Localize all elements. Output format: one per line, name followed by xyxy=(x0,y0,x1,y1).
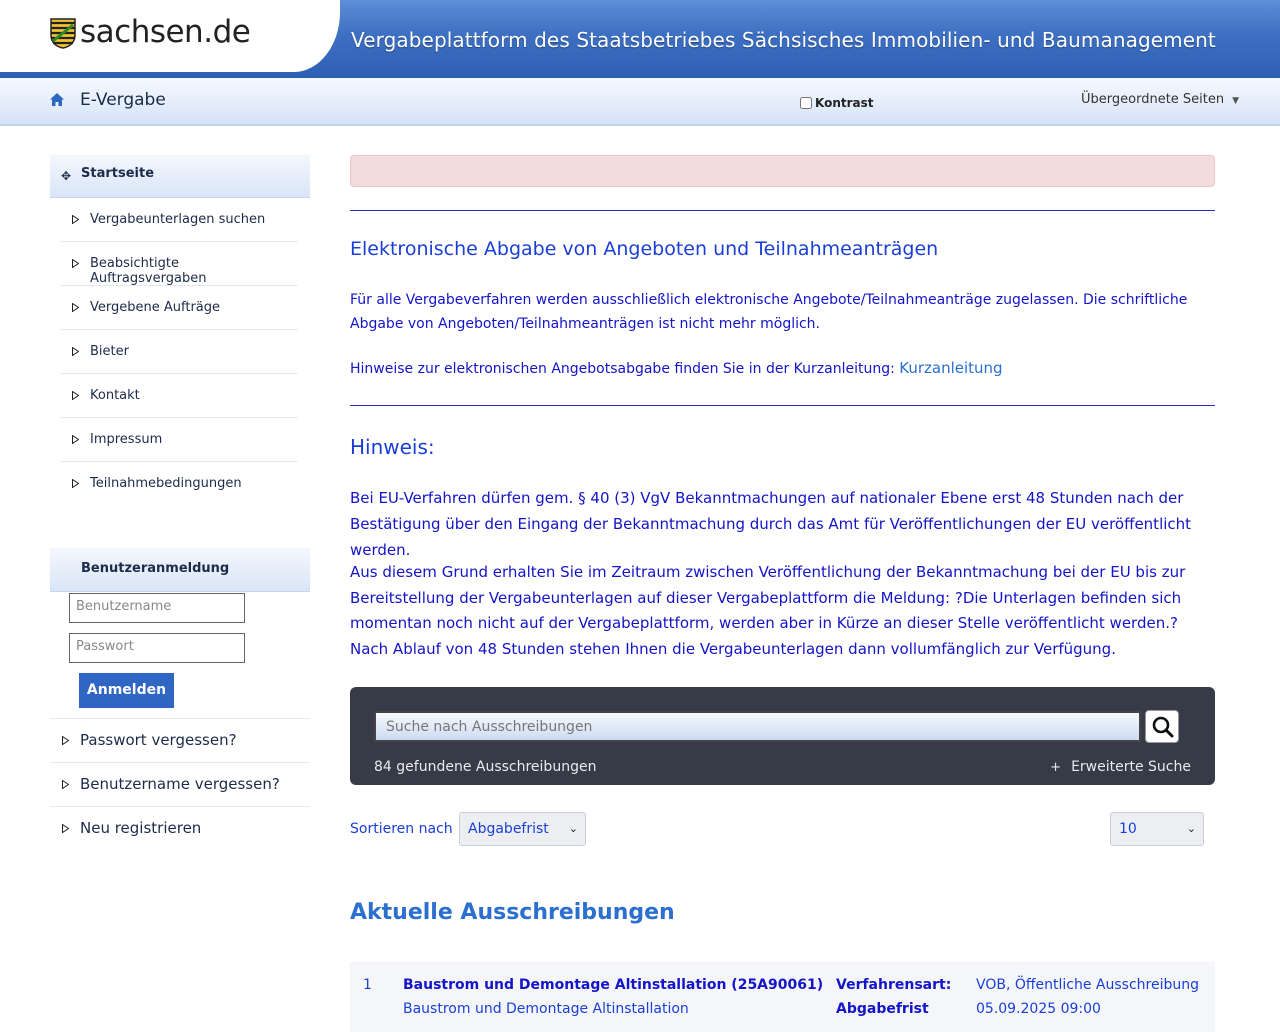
sort-select[interactable] xyxy=(459,812,586,846)
result-subtitle-link[interactable]: Baustrom und Demontage Altinstallation xyxy=(403,1001,689,1017)
table-row[interactable] xyxy=(350,962,1215,1032)
sidebar-item-label: Kontakt xyxy=(90,388,140,403)
deadline-value: 05.09.2025 09:00 xyxy=(976,1001,1101,1017)
plus-icon: + xyxy=(1050,760,1062,775)
hinweis-heading: Hinweis: xyxy=(350,435,435,459)
move-icon: ✥ xyxy=(61,169,72,183)
search-panel xyxy=(350,687,1215,785)
sidebar-home-label: Startseite xyxy=(81,166,155,181)
sidebar-item-label: Bieter xyxy=(90,344,129,359)
search-button[interactable] xyxy=(1145,710,1179,743)
forgot-username-link[interactable] xyxy=(50,762,310,806)
advanced-search-label: Erweiterte Suche xyxy=(1071,759,1191,775)
sidebar-item-startseite[interactable] xyxy=(50,155,310,198)
result-number: 1 xyxy=(363,977,372,993)
triangle-right-icon xyxy=(72,215,79,224)
parent-pages-label: Übergeordnete Seiten xyxy=(1081,92,1225,107)
forgot-username-label: Benutzername vergessen? xyxy=(80,775,280,793)
sidebar-item-teilnahmebedingungen[interactable] xyxy=(60,462,298,506)
coat-of-arms-icon xyxy=(50,18,76,49)
forgot-password-label: Passwort vergessen? xyxy=(80,731,237,749)
password-input[interactable]: Passwort xyxy=(69,633,245,663)
sidebar-item-beabsichtigte-auftragsvergaben[interactable] xyxy=(60,242,298,286)
triangle-right-icon xyxy=(72,347,79,356)
logo-area[interactable] xyxy=(0,0,340,72)
sidebar-item-label: Teilnahmebedingungen xyxy=(90,476,242,491)
sidebar xyxy=(50,155,310,837)
page-size-value: 10 xyxy=(1119,821,1137,837)
kontrast-checkbox[interactable] xyxy=(800,97,812,109)
hint-text: Hinweise zur elektronischen Angebotsabgabe finden Sie in der Kurzanleitung: xyxy=(350,361,900,377)
divider xyxy=(350,210,1215,211)
sidebar-item-vergebene-auftraege[interactable] xyxy=(60,286,298,330)
sidebar-item-kontakt[interactable] xyxy=(60,374,298,418)
sidebar-item-label: Impressum xyxy=(90,432,163,447)
result-title-link[interactable]: Baustrom und Demontage Altinstallation (25A90061) xyxy=(403,977,824,993)
deadline-label: Abgabefrist xyxy=(836,1001,929,1017)
search-icon xyxy=(1146,711,1180,744)
chevron-down-icon: ▼ xyxy=(1232,96,1240,106)
electronic-submission-text: Für alle Vergabeverfahren werden ausschließlich elektronische Angebote/Teilnahmeanträge zugelassen. Die schriftliche Abgabe von Angeboten/Teilnahmeanträgen ist nicht mehr möglich. xyxy=(350,292,1188,332)
kontrast-toggle[interactable] xyxy=(800,96,874,110)
kontrast-label: Kontrast xyxy=(815,96,874,110)
home-icon[interactable] xyxy=(49,92,65,108)
search-input[interactable]: Suche nach Ausschreibungen xyxy=(374,711,1141,742)
sidebar-item-impressum[interactable] xyxy=(60,418,298,462)
sidebar-item-vergabeunterlagen-suchen[interactable] xyxy=(60,198,298,242)
sort-label: Sortieren nach xyxy=(350,821,453,837)
procedure-value: VOB, Öffentliche Ausschreibung xyxy=(976,977,1199,993)
advanced-search-link[interactable] xyxy=(1050,759,1191,775)
main-content xyxy=(350,155,1215,1017)
site-name: sachsen.de xyxy=(80,14,251,50)
triangle-right-icon xyxy=(72,479,79,488)
triangle-right-icon xyxy=(62,824,69,833)
results-count: 84 gefundene Ausschreibungen xyxy=(374,759,597,775)
app-name[interactable]: E-Vergabe xyxy=(80,90,166,110)
triangle-right-icon xyxy=(72,303,79,312)
login-button[interactable]: Anmelden xyxy=(79,673,174,708)
page-size-select[interactable] xyxy=(1110,812,1204,846)
hinweis-paragraph-1: Bei EU-Verfahren dürfen gem. § 40 (3) VgV Bekanntmachungen auf nationaler Ebene erst 48 Stunden nach der Bestätigung über den Eingang der Bekanntmachung durch das Amt für Veröffentlichungen der EU veröffentlicht werden. xyxy=(350,489,1192,559)
register-link[interactable] xyxy=(50,806,310,850)
divider xyxy=(350,405,1215,406)
kurzanleitung-link[interactable]: Kurzanleitung xyxy=(899,359,1003,377)
results-heading: Aktuelle Ausschreibungen xyxy=(350,900,675,925)
login-heading: Benutzeranmeldung xyxy=(50,548,310,592)
sidebar-item-label: Vergebene Aufträge xyxy=(90,300,221,315)
sidebar-item-bieter[interactable] xyxy=(60,330,298,374)
forgot-password-link[interactable] xyxy=(50,718,310,762)
sidebar-item-label: Beabsichtigte Auftragsvergaben xyxy=(90,256,207,286)
parent-pages-menu[interactable] xyxy=(1081,92,1239,107)
sidebar-item-label: Vergabeunterlagen suchen xyxy=(90,212,266,227)
triangle-right-icon xyxy=(72,435,79,444)
register-label: Neu registrieren xyxy=(80,819,202,837)
hint-paragraph xyxy=(350,359,1003,377)
site-header xyxy=(0,0,1280,78)
triangle-right-icon xyxy=(62,736,69,745)
platform-title: Vergabeplattform des Staatsbetriebes Sächsisches Immobilien- und Baumanagement xyxy=(351,28,1216,52)
alert-box xyxy=(350,155,1215,187)
triangle-right-icon xyxy=(72,259,79,268)
hinweis-paragraph-2: Aus diesem Grund erhalten Sie im Zeitraum zwischen Veröffentlichung der Bekanntmachung bei der EU bis zur Bereitstellung der Vergabeunterlagen auf dieser Vergabeplattform die Meldung: ?Die Unterlagen befinden sich momentan noch nicht auf der Vergabeplattform, werden aber in Kürze an dieser Stelle veröffentlicht werden.? Nach Ablauf von 48 Stunden stehen Ihnen die Vergabeunterlagen dann vollumfänglich zur Verfügung. xyxy=(350,563,1186,658)
triangle-right-icon xyxy=(62,780,69,789)
sub-navigation xyxy=(0,78,1280,126)
sort-selected-value: Abgabefrist xyxy=(468,821,549,837)
procedure-label: Verfahrensart: xyxy=(836,977,952,993)
chevron-down-icon: ⌄ xyxy=(1186,822,1196,835)
triangle-right-icon xyxy=(72,391,79,400)
electronic-submission-heading: Elektronische Abgabe von Angeboten und Teilnahmeanträgen xyxy=(350,238,939,260)
chevron-down-icon: ⌄ xyxy=(568,822,578,835)
username-input[interactable]: Benutzername xyxy=(69,593,245,623)
